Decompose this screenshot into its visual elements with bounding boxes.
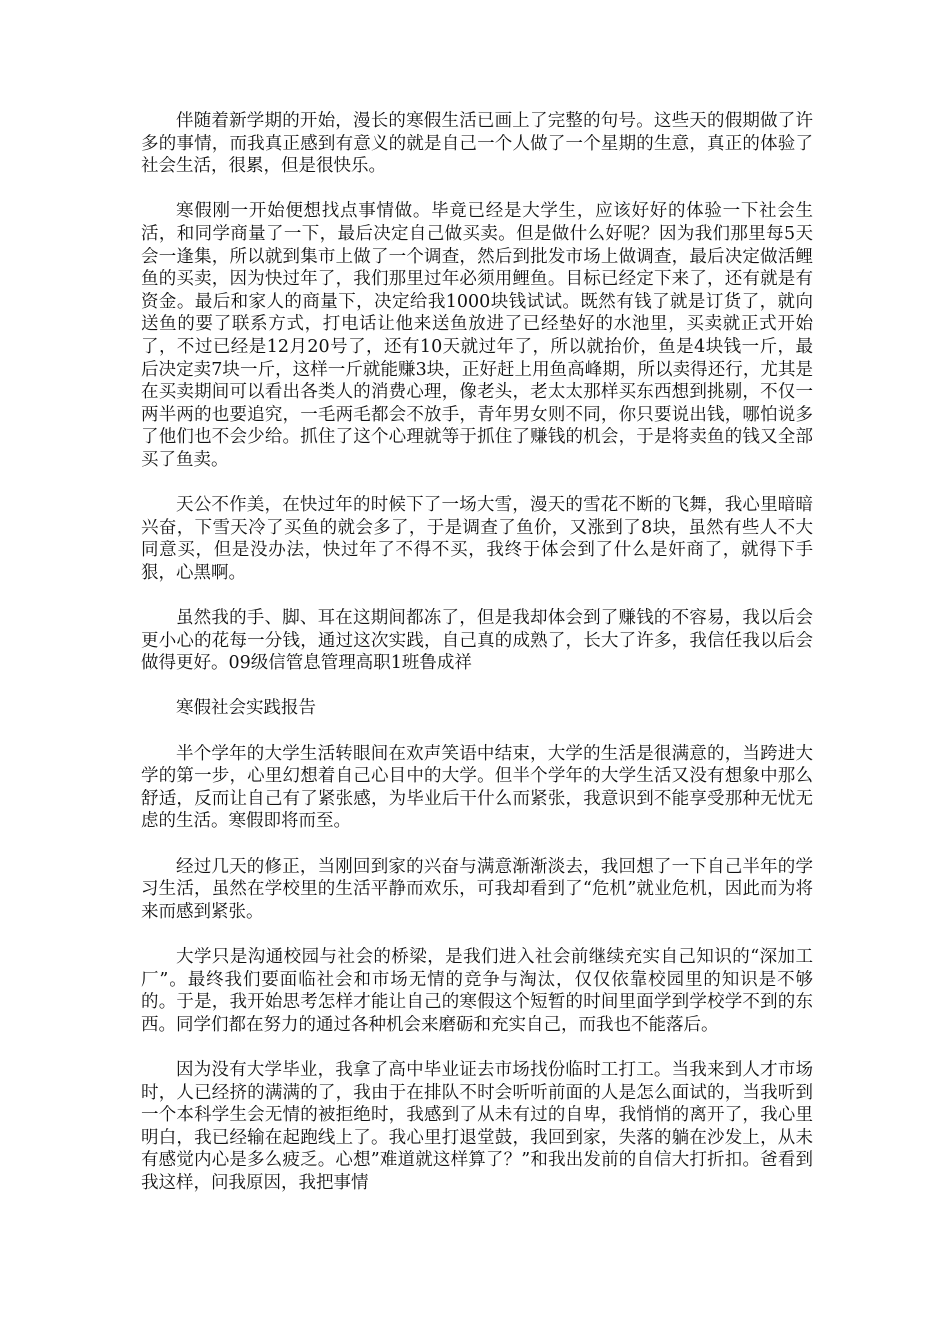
paragraph-7: 大学只是沟通校园与社会的桥梁，是我们进入社会前继续充实自己知识的“深加工厂”。最终我们要面临社会和市场无情的竞争与淘汰，仅仅依靠校园里的知识是不够的。于是，我开始思考怎样才能让自己的寒假这个短暂的时间里面学到学校学不到的东西。同学们都在努力的通过各种机会来磨砺和充实自己，而我也不能落后。 xyxy=(141,946,813,1035)
paragraph-2: 寒假刚一开始便想找点事情做。毕竟已经是大学生，应该好好的体验一下社会生活，和同学商量了一下，最后决定自己做买卖。但是做什么好呢？因为我们那里每5天会一逢集，所以就到集市上做了一个调查，然后到批发市场上做调查，最后决定做活鲤鱼的买卖，因为快过年了，我们那里过年必须用鲤鱼。目标已经定下来了，还有就是有资金。最后和家人的商量下，决定给我1000块钱试试。既然有钱了就是订货了，就向送鱼的要了联系方式，打电话让他来送鱼放进了已经垫好的水池里，买卖就正式开始了，不过已经是12月20号了，还有10天就过年了，所以就抬价，鱼是4块钱一斤，最后决定卖7块一斤，这样一斤就能赚3块，正好赶上用鱼高峰期，所以卖得还行，尤其是在买卖期间可以看出各类人的消费心理，像老头，老太太那样买东西想到挑剔，不仅一两半两的也要追究，一毛两毛都会不放手，青年男女则不同，你只要说出钱，哪怕说多了他们也不会少给。抓住了这个心理就等于抓住了赚钱的机会，于是将卖鱼的钱又全部买了鱼卖。 xyxy=(141,201,813,470)
paragraph-3: 天公不作美，在快过年的时候下了一场大雪，漫天的雪花不断的飞舞，我心里暗暗兴奋，下雪天冷了买鱼的就会多了，于是调查了鱼价，又涨到了8块，虽然有些人不大同意买，但是没办法，快过年了不得不买，我终于体会到了什么是奸商了，就得下手狠，心黑啊。 xyxy=(141,495,813,583)
paragraph-8: 因为没有大学毕业，我拿了高中毕业证去市场找份临时工打工。当我来到人才市场时，人已经挤的满满的了，我由于在排队不时会听听前面的人是怎么面试的，当我听到一个本科学生会无情的被拒绝时，我感到了从未有过的自卑，我悄悄的离开了，我心里明白，我已经输在起跑线上了。我心里打退堂鼓，我回到家，失落的躺在沙发上，从未有感觉内心是多么疲乏。心想”难道就这样算了？”和我出发前的自信大打折扣。爸看到我这样，问我原因，我把事情 xyxy=(141,1059,813,1193)
paragraph-6: 经过几天的修正，当刚回到家的兴奋与满意渐渐淡去，我回想了一下自己半年的学习生活，虽然在学校里的生活平静而欢乐，可我却看到了“危机”就业危机，因此而为将来而感到紧张。 xyxy=(141,856,813,922)
paragraph-4: 虽然我的手、脚、耳在这期间都冻了，但是我却体会到了赚钱的不容易，我以后会更小心的花每一分钱，通过这次实践，自己真的成熟了，长大了许多，我信任我以后会做得更好。09级信管息管理高职1班鲁成祥 xyxy=(141,608,813,674)
section-heading: 寒假社会实践报告 xyxy=(176,698,316,719)
paragraph-5: 半个学年的大学生活转眼间在欢声笑语中结束，大学的生活是很满意的，当跨进大学的第一步，心里幻想着自己心目中的大学。但半个学年的大学生活又没有想象中那么舒适，反而让自己有了紧张感，为毕业后干什么而紧张，我意识到不能享受那种无忧无虑的生活。寒假即将而至。 xyxy=(141,743,813,832)
paragraph-1: 伴随着新学期的开始，漫长的寒假生活已画上了完整的句号。这些天的假期做了许多的事情，而我真正感到有意义的就是自己一个人做了一个星期的生意，真正的体验了社会生活，很累，但是很快乐。 xyxy=(141,111,813,177)
